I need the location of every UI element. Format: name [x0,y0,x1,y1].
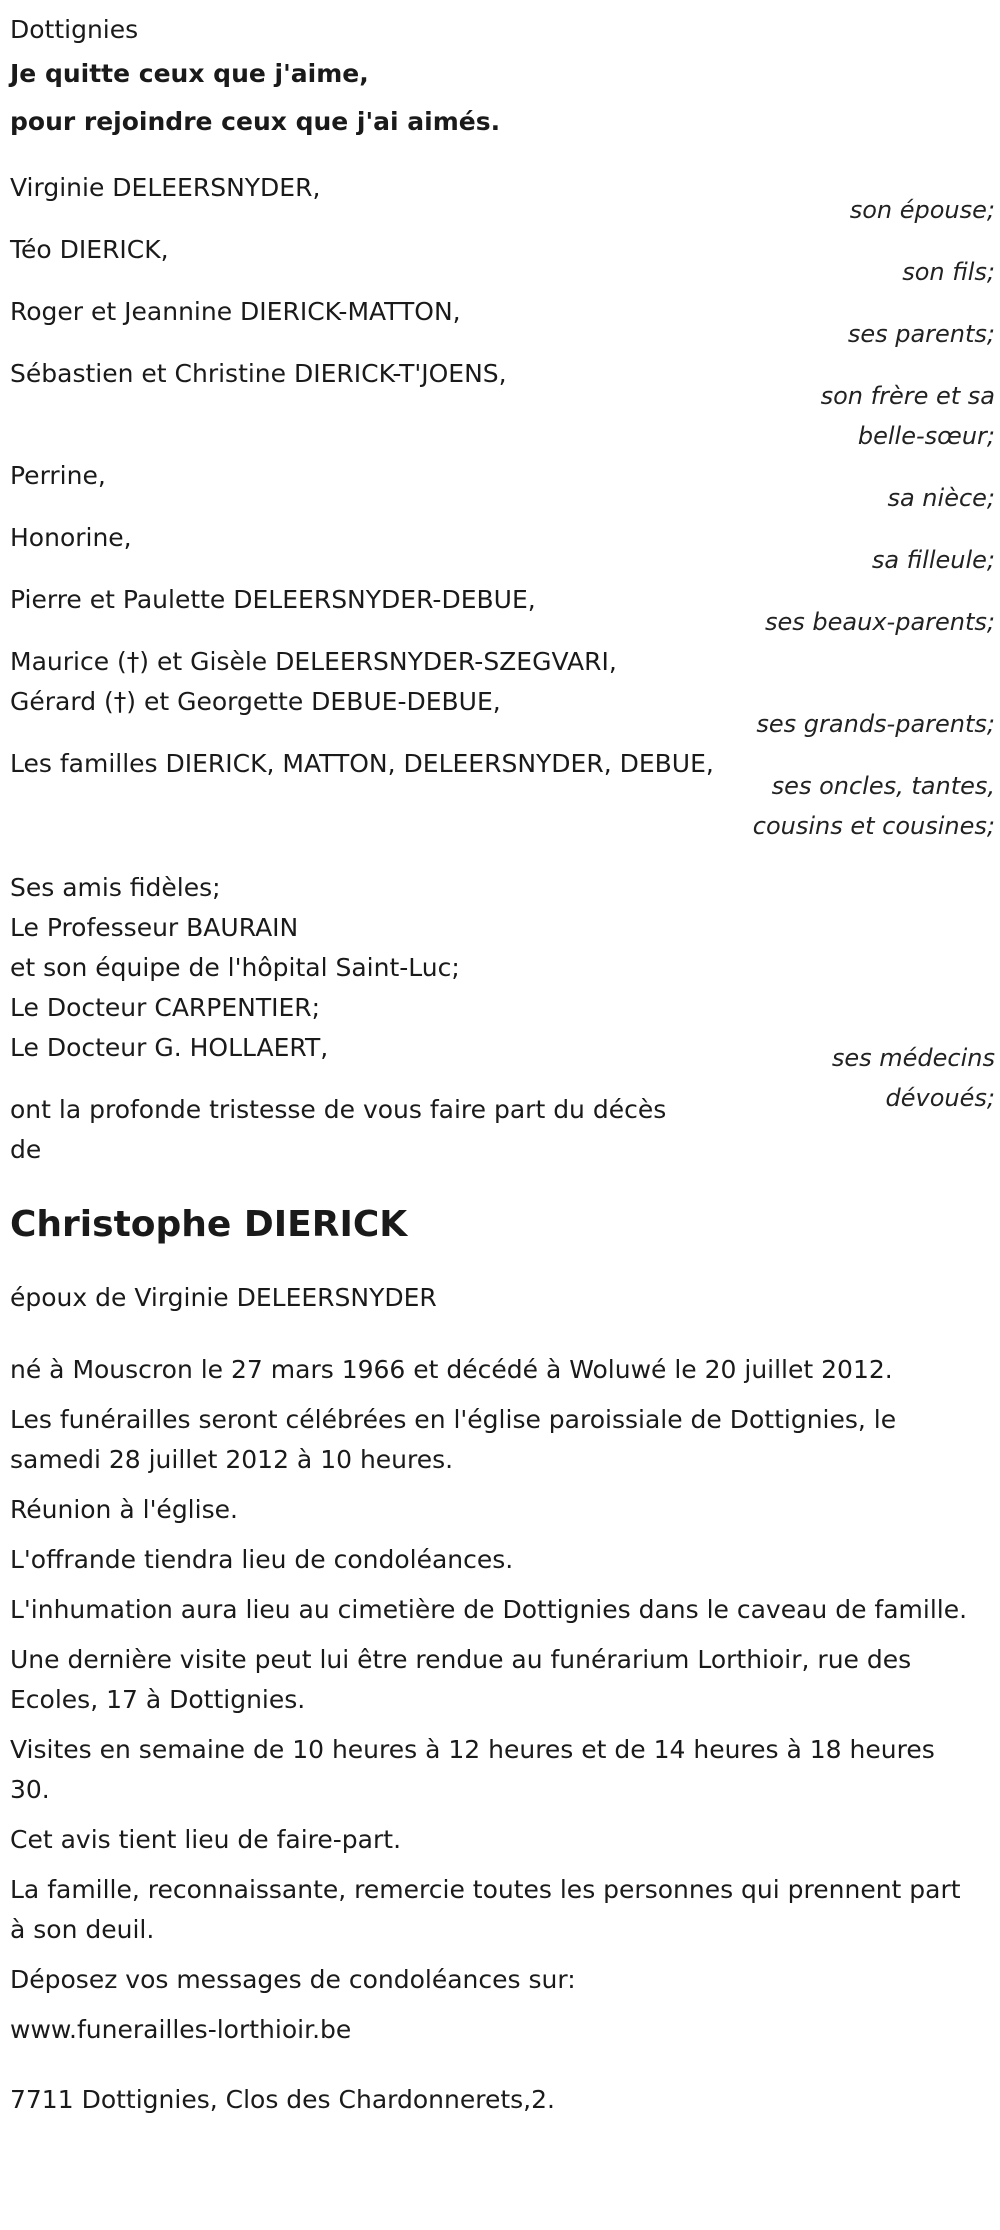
detail-paragraph: Réunion à l'église. [10,1495,238,1524]
deceased-name: Christophe DIERICK [10,1204,408,1245]
relative-entry [10,456,1000,518]
friends-role [832,1038,995,1118]
relative-name: Honorine, [10,523,132,552]
relative-role [10,478,995,518]
relative-role-line: sa filleule; [871,546,995,574]
relative-entry [10,354,1000,456]
relative-role-line: ses grands-parents; [756,710,995,738]
relative-role-line: ses parents; [847,320,995,348]
relative-entry [10,292,1000,354]
friends-role-line: ses médecins [831,1044,995,1072]
friends-line: Ses amis fidèles; [10,873,221,902]
details-list [10,1350,1000,2050]
relative-name: Perrine, [10,461,106,490]
detail-paragraph: Déposez vos messages de condoléances sur: [10,1965,576,1994]
detail-paragraph: L'inhumation aura lieu au cimetière de Dottignies dans le caveau de famille. [10,1595,968,1624]
announcement-line: de [10,1135,42,1164]
detail-paragraph: www.funerailles-lorthioir.be [10,2015,352,2044]
relative-role-line: cousins et cousines; [752,812,995,840]
address-line: 7711 Dottignies, Clos des Chardonnerets,2. [10,2085,555,2114]
spouse-line: époux de Virginie DELEERSNYDER [10,1283,437,1312]
relative-role-line: ses beaux-parents; [765,608,995,636]
relative-entry [10,580,1000,642]
quote-line-2: pour rejoindre ceux que j'ai aimés. [10,107,501,136]
announcement-line: ont la profonde tristesse de vous faire part du décès [10,1095,667,1124]
relative-entry [10,168,1000,230]
spacer [10,846,1000,868]
relative-name: Roger et Jeannine DIERICK-MATTON, [10,297,461,326]
relative-role-line: sa nièce; [887,484,995,512]
spacer [10,1328,1000,1350]
friends-line: Le Docteur G. HOLLAERT, [10,1033,329,1062]
relative-name: Virginie DELEERSNYDER, [10,173,321,202]
friends-line: Le Docteur CARPENTIER; [10,993,321,1022]
relative-name: Les familles DIERICK, MATTON, DELEERSNYDER, DEBUE, [10,749,714,778]
detail-paragraph: L'offrande tiendra lieu de condoléances. [10,1545,514,1574]
relative-role-line: son frère et sa [820,382,995,410]
quote-line-1: Je quitte ceux que j'aime, [10,59,369,88]
relative-name: Maurice (†) et Gisèle DELEERSNYDER-SZEGVARI, [10,647,617,676]
detail-paragraph: Visites en semaine de 10 heures à 12 heures et de 14 heures à 18 heures 30. [10,1735,935,1804]
relative-name: Pierre et Paulette DELEERSNYDER-DEBUE, [10,585,536,614]
relative-role [10,540,995,580]
relative-role-line: son fils; [902,258,995,286]
relative-entry [10,518,1000,580]
relative-entry [10,642,1000,744]
detail-paragraph: Les funérailles seront célébrées en l'église paroissiale de Dottignies, le samedi 28 juillet 2012 à 10 heures. [10,1405,897,1474]
relative-name: Téo DIERICK, [10,235,169,264]
spacer [10,146,1000,168]
friends-line: Le Professeur BAURAIN [10,913,299,942]
friends-line: et son équipe de l'hôpital Saint-Luc; [10,953,460,982]
relative-entry [10,744,1000,846]
city-label: Dottignies [10,15,139,44]
relative-entry [10,230,1000,292]
relative-role-line: belle-sœur; [857,422,995,450]
friends-role-line: dévoués; [885,1084,995,1112]
detail-paragraph: Cet avis tient lieu de faire-part. [10,1825,402,1854]
detail-paragraph: né à Mouscron le 27 mars 1966 et décédé à Woluwé le 20 juillet 2012. [10,1355,893,1384]
relative-name: Gérard (†) et Georgette DEBUE-DEBUE, [10,687,501,716]
relative-role-line: son épouse; [849,196,995,224]
detail-paragraph: La famille, reconnaissante, remercie toutes les personnes qui prennent part à son deuil. [10,1875,961,1944]
relative-role-line: ses oncles, tantes, [771,772,995,800]
detail-paragraph: Une dernière visite peut lui être rendue au funérarium Lorthioir, rue des Ecoles, 17 à Dottignies. [10,1645,912,1714]
relative-name: Sébastien et Christine DIERICK-T'JOENS, [10,359,507,388]
relatives-list [10,168,1000,846]
